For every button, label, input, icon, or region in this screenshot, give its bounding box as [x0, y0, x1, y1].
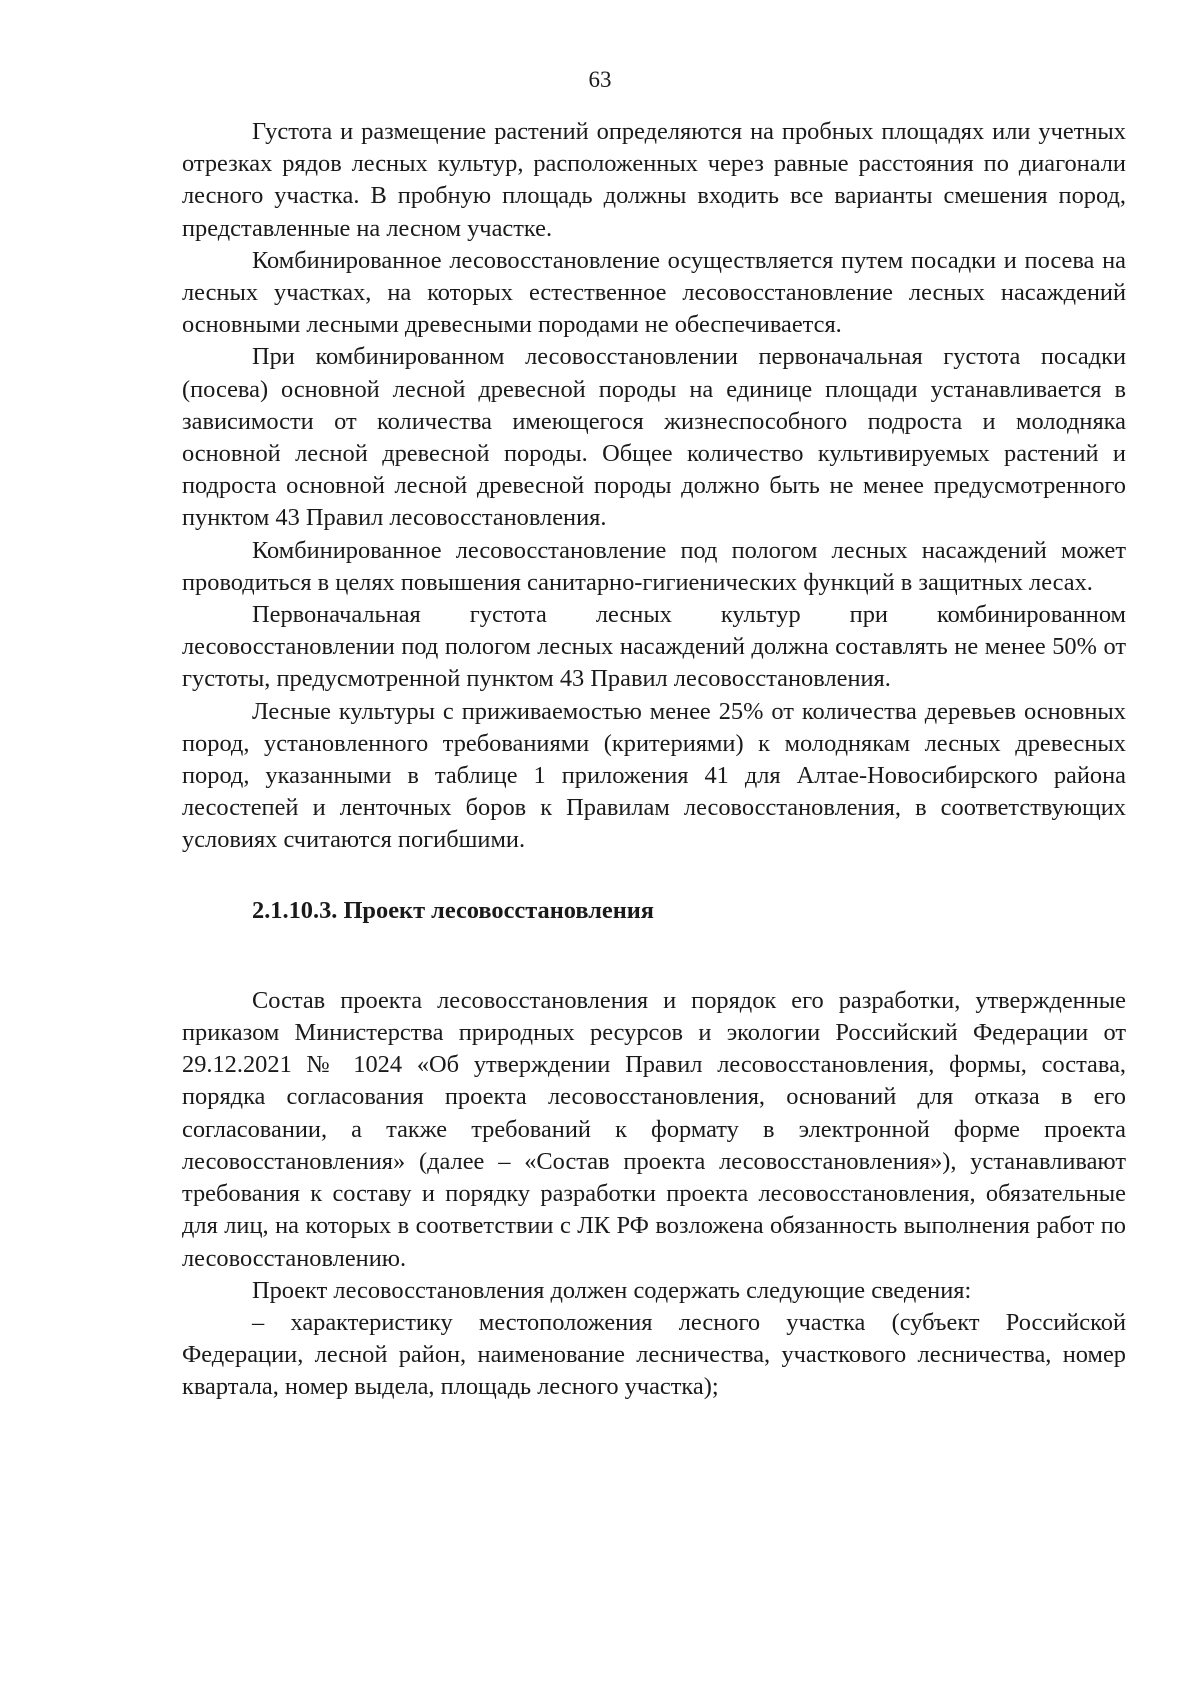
paragraph-plant-density: Густота и размещение растений определяются на пробных площадях или учетных отрезках рядов лесных культур, расположенных через равные расстояния по диагонали лесного участка. В пробную площадь должны входить все варианты смешения пород, представленные на лесном участке. [182, 118, 1126, 242]
paragraph-project-contents: Проект лесовосстановления должен содержать следующие сведения: [252, 1276, 972, 1304]
paragraph-under-canopy-density: Первоначальная густота лесных культур при комбинированном лесовосстановлении под пологом лесных насаждений должна составлять не менее 50% от густоты, предусмотренной пунктом 43 Правил лесовосстановления. [182, 601, 1126, 693]
spacer [182, 857, 1126, 895]
spacer [182, 927, 1126, 985]
paragraph-project-composition: Состав проекта лесовосстановления и порядок его разработки, утвержденные приказом Министерства природных ресурсов и экологии Российский Федерации от 29.12.2021 № 1024 «Об утверждении Правил лесовосстановления, формы, состава, порядка согласования проекта лесовосстановления, оснований для отказа в его согласовании, а также требований к формату в электронной форме проекта лесовосстановления» (далее – «Состав проекта лесовосстановления»), устанавливают требования к составу и порядку разработки проекта лесовосстановления, обязательные для лиц, на которых в соответствии с ЛК РФ возложена обязанность выполнения работ по лесовосстановлению. [182, 986, 1126, 1272]
paragraph-survival-rate: Лесные культуры с приживаемостью менее 25% от количества деревьев основных пород, установленного требованиями (критериями) к молоднякам лесных древесных пород, указанными в таблице 1 приложения 41 для Алтае-Новосибирского района лесостепей и ленточных боров к Правилам лесовосстановления, в соответствующих условиях считаются погибшими. [182, 697, 1126, 854]
paragraph-combined-reforestation: Комбинированное лесовосстановление осуществляется путем посадки и посева на лесных участках, на которых естественное лесовосстановление лесных насаждений основными лесными древесными породами не обеспечивается. [182, 246, 1126, 339]
section-heading: 2.1.10.3. Проект лесовосстановления [252, 896, 655, 924]
paragraph-initial-density: При комбинированном лесовосстановлении первоначальная густота посадки (посева) основной лесной древесной породы на единице площади устанавливается в зависимости от количества имеющегося жизнеспособного подроста и молодняка основной лесной древесной породы. Общее количество культивируемых растений и подроста основной лесной древесной породы должно быть не менее предусмотренного пунктом 43 Правил лесовосстановления. [182, 343, 1126, 532]
document-body [182, 116, 1126, 1404]
page-number: 63 [588, 67, 612, 92]
paragraph-under-canopy: Комбинированное лесовосстановление под пологом лесных насаждений может проводиться в целях повышения санитарно-гигиенических функций в защитных лесах. [182, 536, 1126, 596]
list-item-location: – характеристику местоположения лесного участка (субъект Российской Федерации, лесной район, наименование лесничества, участкового лесничества, номер квартала, номер выдела, площадь лесного участка); [182, 1308, 1126, 1401]
